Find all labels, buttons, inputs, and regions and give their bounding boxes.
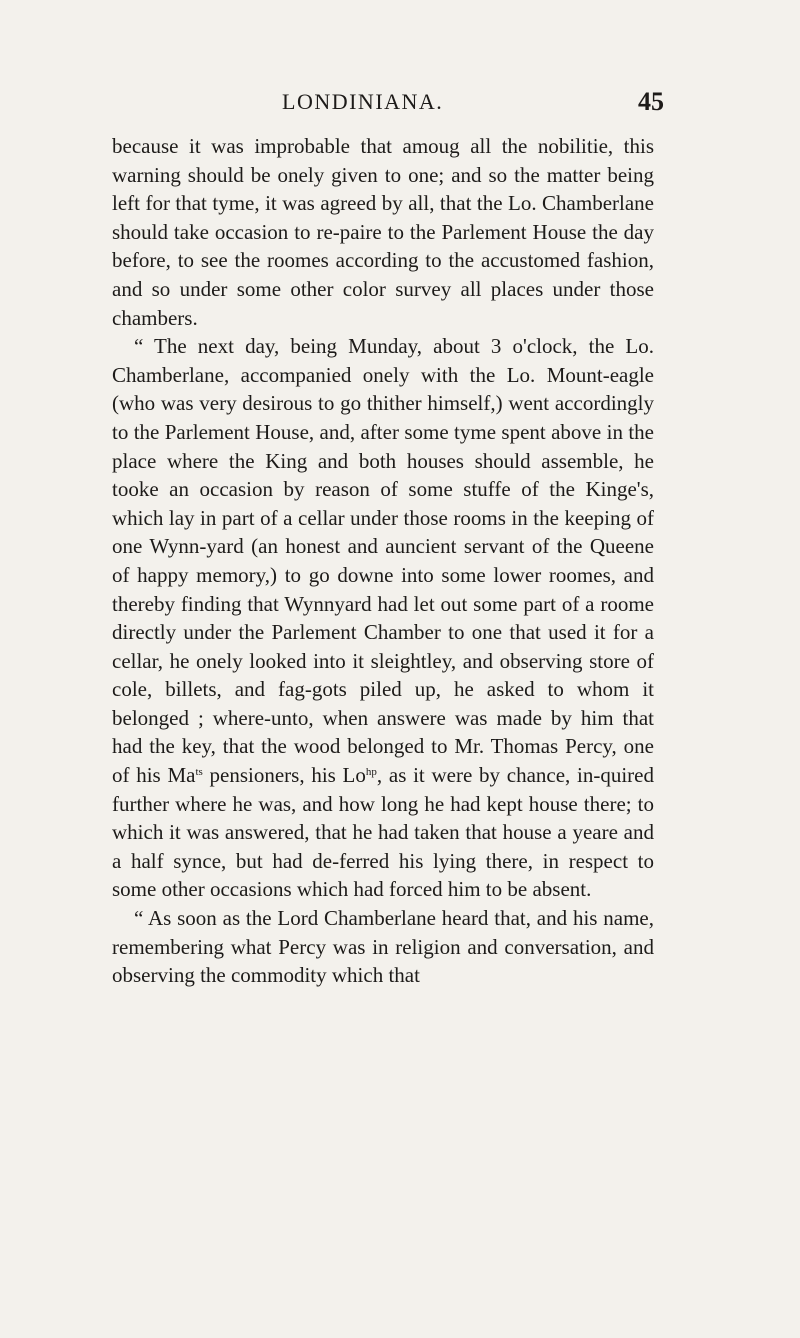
superscript-hp: hp [365, 766, 377, 779]
paragraph-3: “ As soon as the Lord Chamberlane heard that, and his name, remembering what Percy was in religion and conversation, and observing the commodity which that [112, 906, 654, 988]
paragraph-2-part-a: “ The next day, being Munday, about 3 o'clock, the Lo. Chamberlane, accompanied onely with the Lo. Mount-eagle (who was very desirous to go thither himself,) went accordingly to the Parlement House, and, after some tyme spent above in the place where the King and both houses should assemble, he tooke an occasion by reason of some stuffe of the Kinge's, which lay in part of a cellar under those rooms in the keeping of one Wynn-yard (an honest and auncient servant of the Queene of happy memory,) to go downe into some lower roomes, and thereby finding that Wynnyard had let out some part of a roome directly under the Parlement Chamber to one that used it for a cellar, he onely looked into it sleightley, and observing store of cole, billets, and fag-gots piled up, he asked to whom it belonged ; where-unto, when answere was made by him that had the key, that the wood belonged to Mr. Thomas Percy, one of his Ma [112, 334, 654, 788]
paragraph-2 [112, 332, 654, 904]
running-head: LONDINIANA. [282, 89, 444, 114]
page-header [0, 82, 800, 122]
paragraph-2-part-b: pensioners, his Lo [202, 763, 366, 788]
body-text [112, 132, 654, 990]
superscript-ts: ts [195, 766, 203, 779]
page-number: 45 [638, 87, 664, 116]
paragraph-2-part-c: , as it were by chance, in-quired further where he was, and how long he had kept house there; to which it was answered, that he had taken that house a yeare and a half synce, but had de-ferred his lying there, in respect to some other occasions which had forced him to be absent. [112, 763, 654, 902]
paragraph-1: because it was improbable that amoug all the nobilitie, this warning should be onely given to one; and so the matter being left for that tyme, it was agreed by all, that the Lo. Chamberlane should take occasion to re-paire to the Parlement House the day before, to see the roomes according to the accustomed fashion, and so under some other color survey all places under those chambers. [112, 134, 654, 330]
